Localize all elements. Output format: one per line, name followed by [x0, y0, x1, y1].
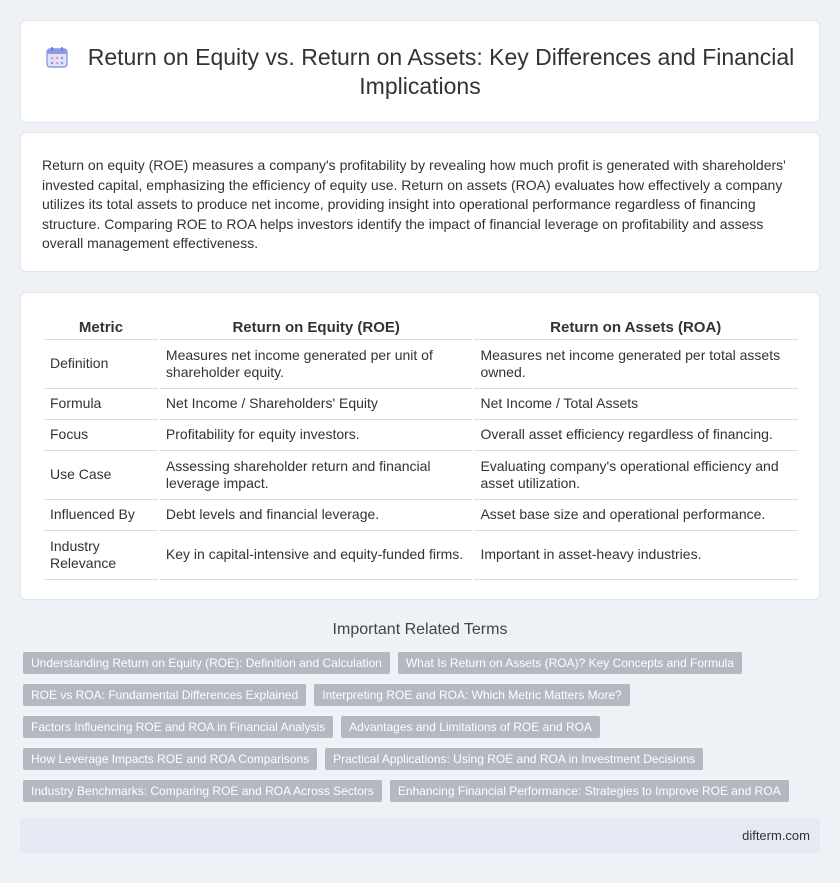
roa-cell: Overall asset efficiency regardless of financing.	[473, 420, 798, 451]
related-term-link[interactable]: ROE vs ROA: Fundamental Differences Explained	[23, 684, 306, 706]
footer-site-link[interactable]: difterm.com	[742, 828, 810, 843]
roe-cell: Net Income / Shareholders' Equity	[159, 389, 474, 420]
roa-cell: Net Income / Total Assets	[473, 389, 798, 420]
related-terms-heading: Important Related Terms	[332, 621, 508, 638]
roe-cell: Debt levels and financial leverage.	[159, 500, 474, 531]
metric-cell: Formula	[43, 389, 159, 420]
metric-cell: Industry Relevance	[43, 531, 159, 580]
roa-cell: Asset base size and operational performance.	[473, 500, 798, 531]
comparison-table	[42, 318, 798, 580]
related-term-link[interactable]: Understanding Return on Equity (ROE): Definition and Calculation	[23, 652, 390, 674]
column-header-roe: Return on Equity (ROE)	[159, 318, 474, 340]
metric-cell: Use Case	[43, 451, 159, 500]
related-term-link[interactable]: Industry Benchmarks: Comparing ROE and ROA Across Sectors	[23, 780, 382, 802]
roe-cell: Profitability for equity investors.	[159, 420, 474, 451]
footer	[20, 818, 820, 853]
page-title-wrap	[21, 43, 819, 101]
related-term-link[interactable]: What Is Return on Assets (ROA)? Key Concepts and Formula	[398, 652, 742, 674]
page-title: Return on Equity vs. Return on Assets: Key Differences and Financial Implications	[87, 44, 795, 99]
table-row	[43, 420, 798, 451]
intro-card	[20, 132, 820, 272]
roa-cell: Measures net income generated per total assets owned.	[473, 340, 798, 389]
table-row	[43, 389, 798, 420]
table-row	[43, 531, 798, 580]
table-row	[43, 340, 798, 389]
related-term-link[interactable]: Practical Applications: Using ROE and ROA in Investment Decisions	[325, 748, 703, 770]
metric-cell: Influenced By	[43, 500, 159, 531]
table-header-row	[43, 318, 798, 340]
intro-paragraph: Return on equity (ROE) measures a company's profitability by revealing how much profit is generated with shareholders' invested capital, emphasizing the efficiency of equity use. Return on assets (ROA) evaluates how effectively a company utilizes its total assets to produce net income, providing insight into operational performance regardless of financing structure. Comparing ROE to ROA helps investors identify the impact of financial leverage on profitability and assess overall management effectiveness.	[42, 157, 786, 251]
related-term-link[interactable]: Advantages and Limitations of ROE and ROA	[341, 716, 600, 738]
roa-cell: Evaluating company's operational efficiency and asset utilization.	[473, 451, 798, 500]
calendar-icon	[46, 46, 68, 68]
table-row	[43, 451, 798, 500]
related-terms-list	[23, 652, 813, 812]
related-term-link[interactable]: Interpreting ROE and ROA: Which Metric Matters More?	[314, 684, 629, 706]
table-row	[43, 500, 798, 531]
related-term-link[interactable]: Factors Influencing ROE and ROA in Financial Analysis	[23, 716, 333, 738]
metric-cell: Focus	[43, 420, 159, 451]
column-header-metric: Metric	[43, 318, 159, 340]
roe-cell: Key in capital-intensive and equity-funded firms.	[159, 531, 474, 580]
related-term-link[interactable]: Enhancing Financial Performance: Strategies to Improve ROE and ROA	[390, 780, 789, 802]
header-card	[20, 20, 820, 123]
roe-cell: Measures net income generated per unit of shareholder equity.	[159, 340, 474, 389]
comparison-table-card	[20, 292, 820, 600]
roa-cell: Important in asset-heavy industries.	[473, 531, 798, 580]
column-header-roa: Return on Assets (ROA)	[473, 318, 798, 340]
metric-cell: Definition	[43, 340, 159, 389]
related-term-link[interactable]: How Leverage Impacts ROE and ROA Comparisons	[23, 748, 317, 770]
roe-cell: Assessing shareholder return and financial leverage impact.	[159, 451, 474, 500]
